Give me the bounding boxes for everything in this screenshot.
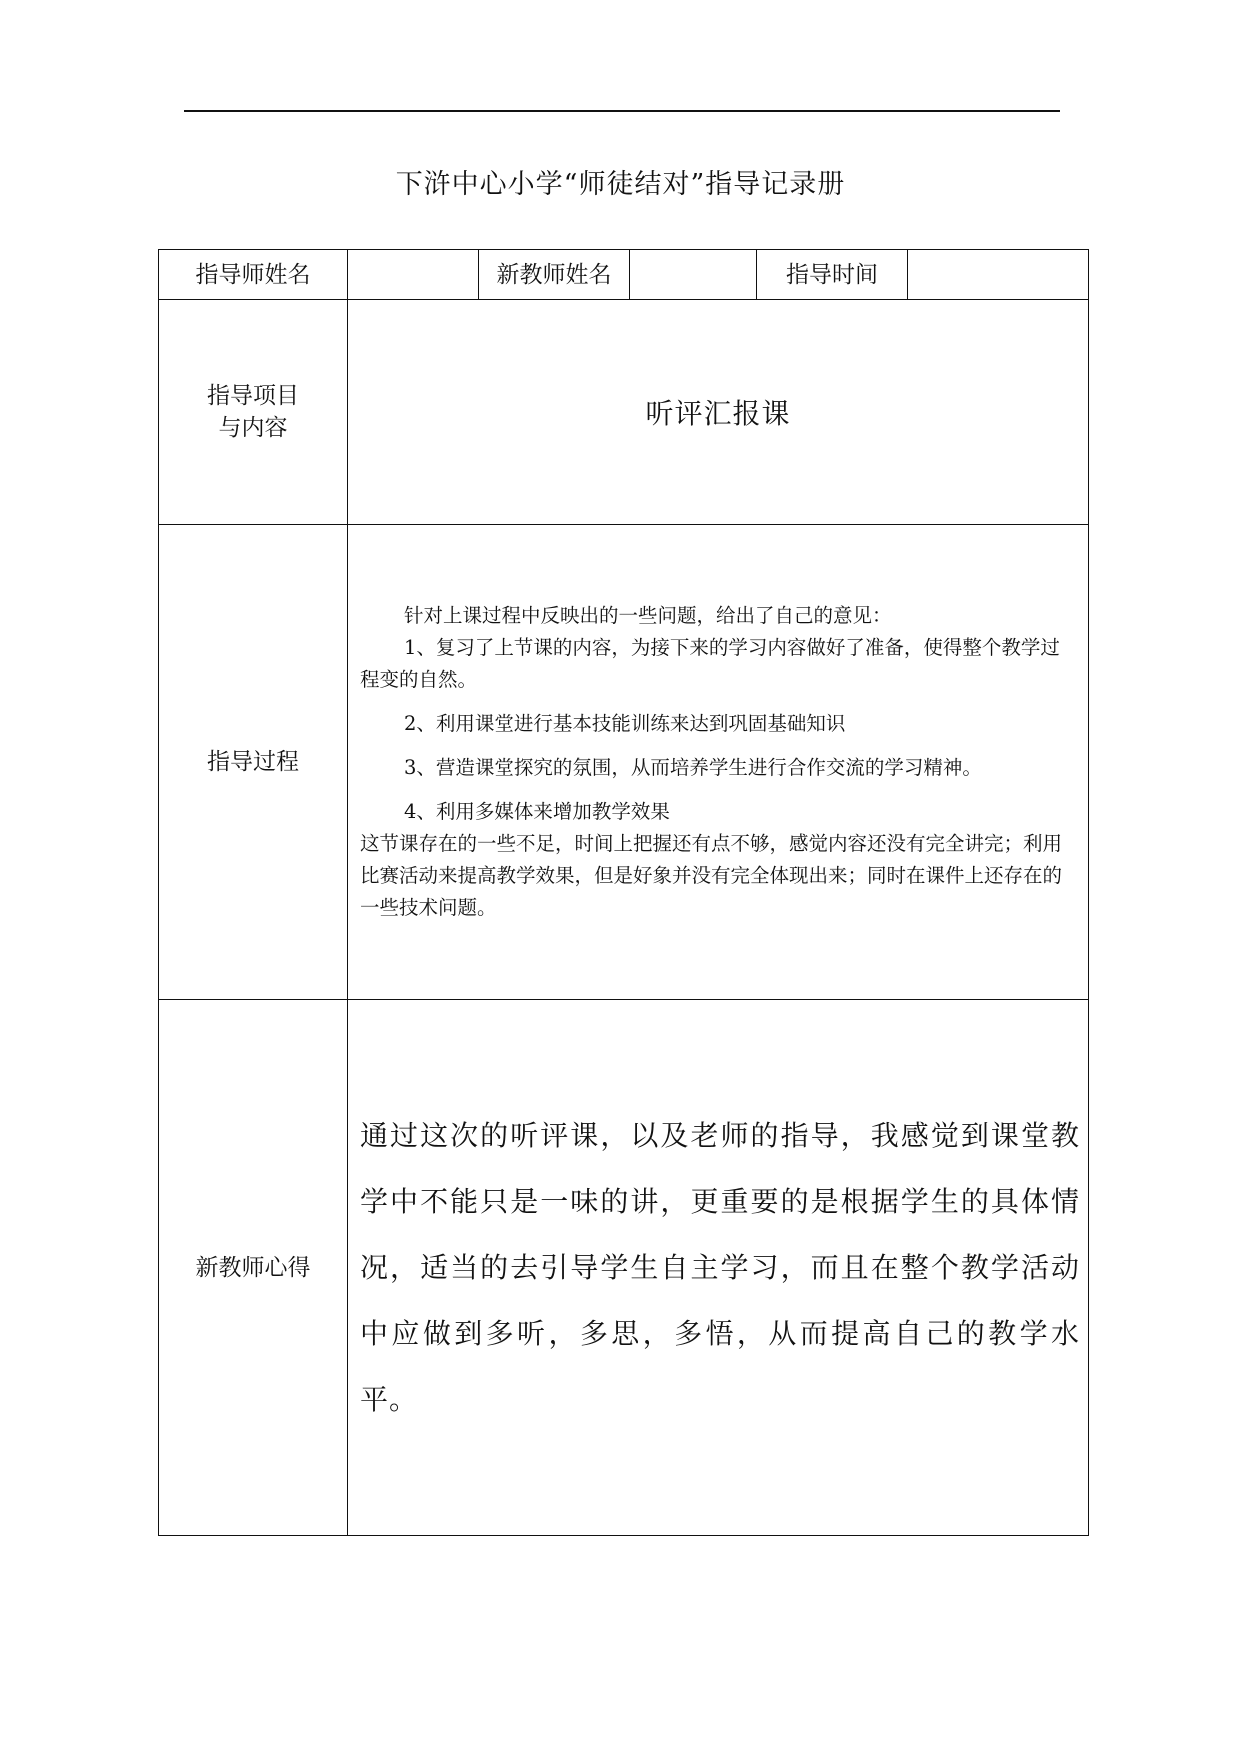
process-item-3: 3、营造课堂探究的氛围，从而培养学生进行合作交流的学习精神。 (404, 756, 982, 779)
document-title: 下浒中心小学“师徒结对”指导记录册 (395, 169, 846, 200)
guidance-content-label-line2: 与内容 (218, 415, 288, 441)
guidance-content-label (159, 300, 348, 525)
process-item-1: 1、复习了上节课的内容，为接下来的学习内容做好了准备，使得整个教学过程变的自然。 (360, 636, 1060, 691)
reflection-row (159, 1000, 1089, 1536)
guidance-content-row (159, 300, 1089, 525)
mentor-name-field[interactable] (348, 250, 479, 300)
guidance-process-cell (348, 525, 1089, 1000)
guidance-content-value: 听评汇报课 (348, 300, 1089, 525)
guidance-content-label-line1: 指导项目 (207, 383, 299, 409)
new-teacher-name-field[interactable] (630, 250, 757, 300)
new-teacher-name-label: 新教师姓名 (479, 250, 630, 300)
header-rule (184, 110, 1060, 112)
process-intro: 针对上课过程中反映出的一些问题，给出了自己的意见： (404, 604, 892, 627)
process-item-4: 4、利用多媒体来增加教学效果 (404, 800, 670, 823)
reflection-label: 新教师心得 (159, 1000, 348, 1536)
process-shortcomings: 这节课存在的一些不足，时间上把握还有点不够，感觉内容还没有完全讲完；利用比赛活动来提高教学效果，但是好象并没有完全体现出来；同时在课件上还存在的一些技术问题。 (360, 832, 1063, 919)
guidance-time-field[interactable] (908, 250, 1089, 300)
guidance-time-label: 指导时间 (757, 250, 908, 300)
reflection-cell (348, 1000, 1089, 1536)
guidance-process-label: 指导过程 (159, 525, 348, 1000)
reflection-text: 通过这次的听评课，以及老师的指导，我感觉到课堂教学中不能只是一味的讲，更重要的是根据学生的具体情况，适当的去引导学生自主学习，而且在整个教学活动中应做到多听，多思，多悟，从而提高自己的教学水平。 (360, 1118, 1080, 1416)
process-item-2: 2、利用课堂进行基本技能训练来达到巩固基础知识 (404, 712, 846, 735)
guidance-process-row (159, 525, 1089, 1000)
guidance-process-text (348, 600, 1088, 924)
mentorship-record-table (158, 249, 1089, 1536)
mentor-name-label: 指导师姓名 (159, 250, 348, 300)
header-row (159, 250, 1089, 300)
